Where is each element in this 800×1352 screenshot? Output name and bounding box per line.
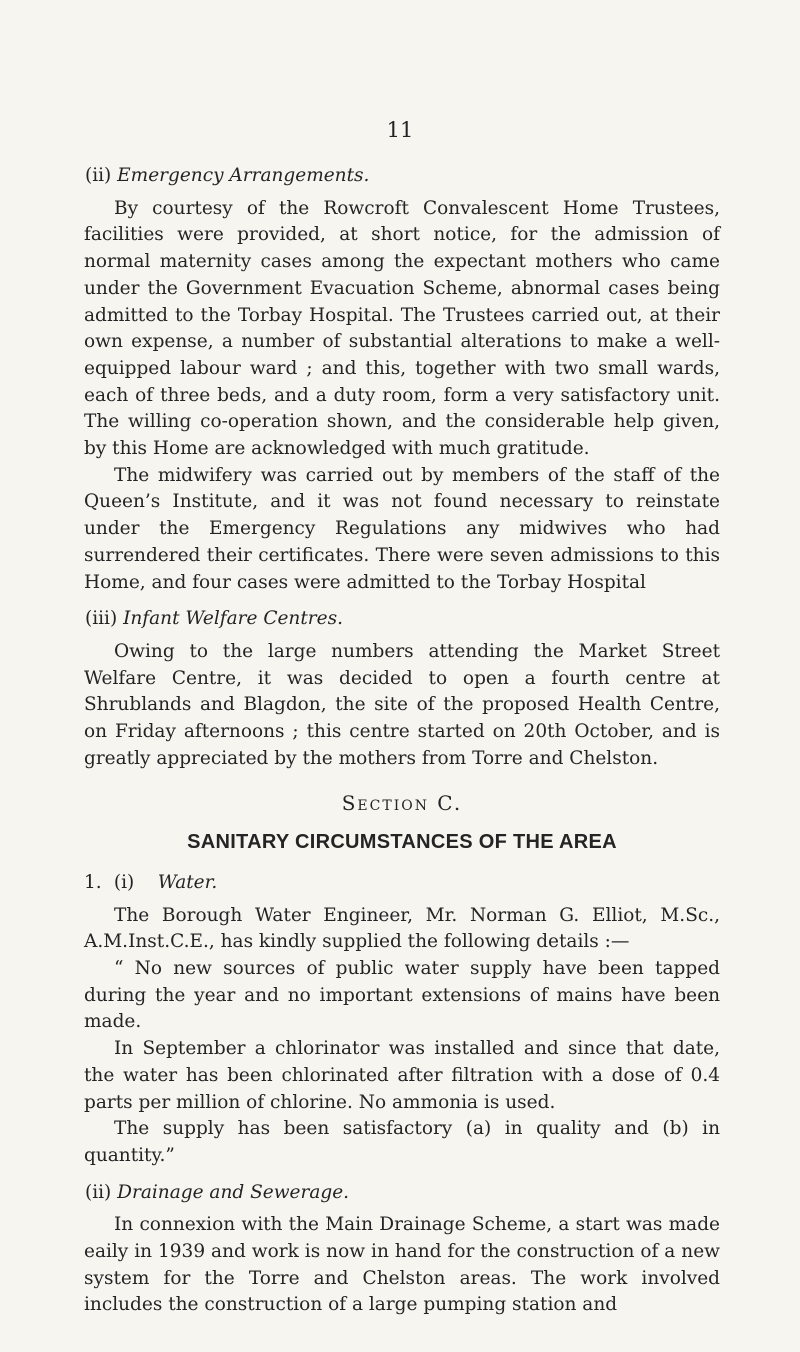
heading-title: Drainage and Sewerage. xyxy=(117,1181,350,1203)
paragraph: The supply has been satisfactory (a) in quality and (b) in quantity.” xyxy=(84,1118,720,1166)
page-number: 11 xyxy=(386,118,414,142)
drainage-heading xyxy=(84,1180,720,1207)
heading-number: (i) xyxy=(113,871,135,893)
paragraph: Owing to the large numbers attending the Market Street Welfare Centre, it was decided to open a fourth centre at Shrublands and Blagdon, the site of the proposed Health Centre, on Friday afternoons ; this centre started on 20th October, and is greatly appreciated by the mothers from Torre and Chelston. xyxy=(84,640,720,769)
body-text xyxy=(84,163,720,1329)
heading-title: Infant Welfare Centres. xyxy=(123,608,343,630)
section-title: SANITARY CIRCUMSTANCES OF THE AREA xyxy=(187,831,617,854)
paragraph: In connexion with the Main Drainage Scheme, a start was made eaily in 1939 and work is now in hand for the construction of a new system for the Torre and Chelston areas. The work involved includes the construction of a large pumping station and xyxy=(84,1214,720,1316)
paragraph: The Borough Water Engineer, Mr. Norman G. Elliot, M.Sc., A.M.Inst.C.E., has kindly supplied the following details :— xyxy=(84,904,720,953)
infant-welfare-heading xyxy=(84,606,720,633)
heading-title: Emergency Arrangements. xyxy=(117,165,370,186)
heading-lead-number: 1. xyxy=(84,871,102,893)
paragraph: “ No new sources of public water supply have been tapped during the year and no important extensions of mains have been made. xyxy=(84,957,720,1033)
water-heading xyxy=(84,870,720,897)
infant-welfare-section xyxy=(84,606,720,772)
heading-number: (iii) xyxy=(85,608,118,630)
heading-number: (ii) xyxy=(85,1181,112,1203)
emergency-arrangements-section xyxy=(84,163,720,596)
heading-number: (ii) xyxy=(85,165,112,186)
paragraph: By courtesy of the Rowcroft Convalescent Home Trustees, facilities were provided, at short notice, for the admission of normal maternity cases among the expectant mothers who came under the Government Evacuation Scheme, abnormal cases being admitted to the Torbay Hospital. The Trustees carried out, at their own expense, a number of substantial alterations to make a well-equipped labour ward ; and this, together with two small wards, each of three beds, and a duty room, form a very satisfactory unit. The willing co-operation shown, and the considerable help given, by this Home are acknowledged with much gratitude. xyxy=(84,197,720,460)
section-label: Section C. xyxy=(341,791,463,816)
water-section xyxy=(84,870,720,1170)
emergency-arrangements-heading xyxy=(84,163,720,190)
drainage-section xyxy=(84,1180,720,1320)
paragraph: In September a chlorinator was installed and since that date, the water has been chlorinated after filtration with a dose of 0.4 parts per million of chlorine. No ammonia is used. xyxy=(84,1038,720,1113)
paragraph: The midwifery was carried out by members of the staff of the Queen’s Institute, and it was not found necessary to reinstate under the Emergency Regulations any midwives who had surrendered their certificates. There were seven admissions to this Home, and four cases were admitted to the Torbay Hospital xyxy=(84,464,720,593)
heading-title: Water. xyxy=(157,871,218,893)
